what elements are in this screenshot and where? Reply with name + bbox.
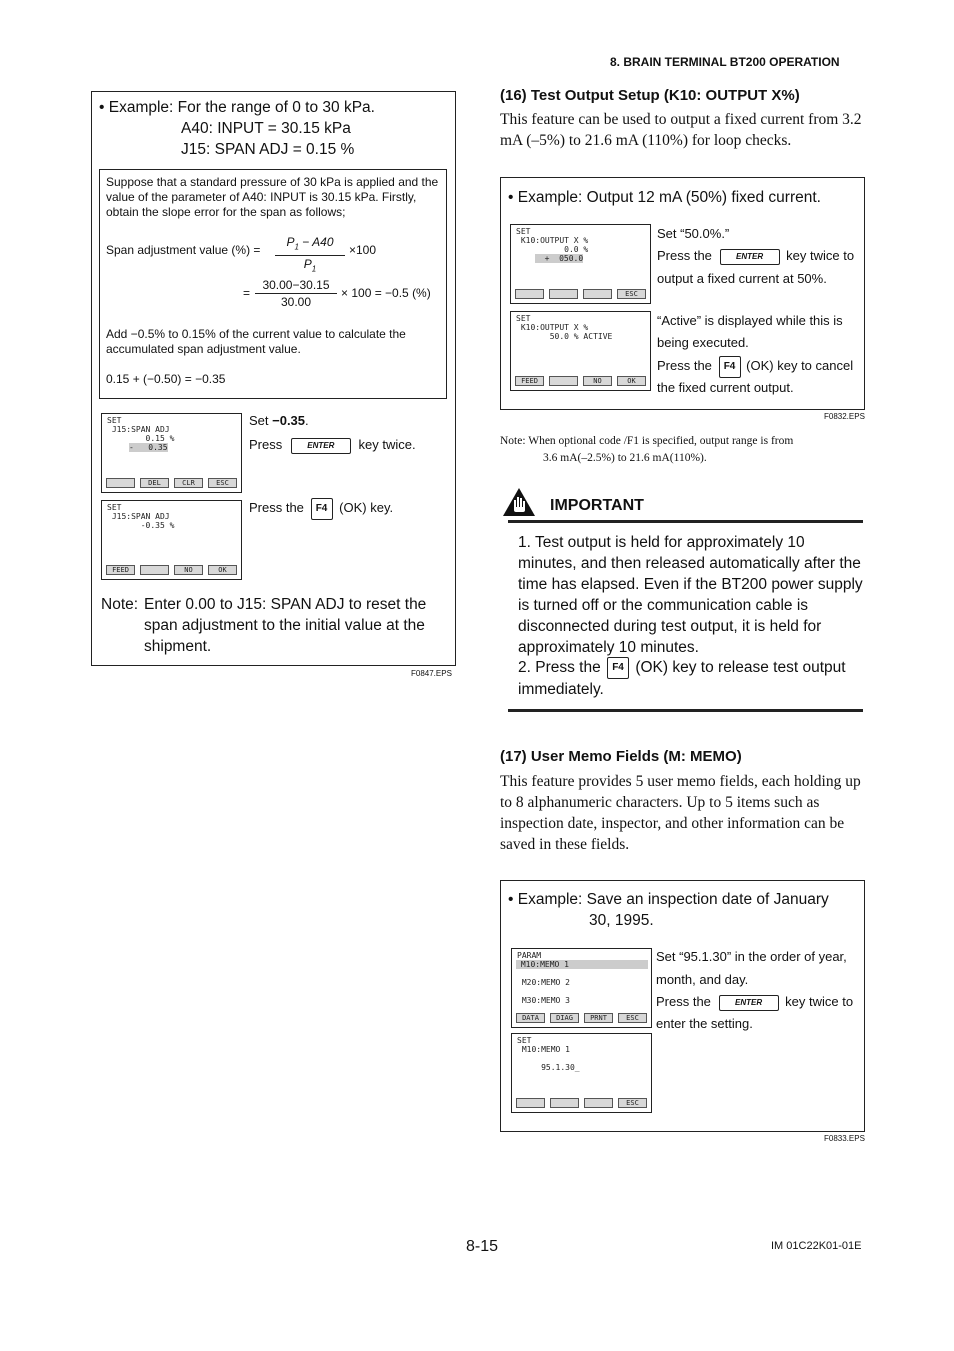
- frac-den-p: P: [303, 257, 312, 272]
- step1-value: −0.35: [272, 413, 306, 428]
- sec17-example-line1: • Example: Save an inspection date of January: [508, 891, 829, 908]
- sec17-example-line2: 30, 1995.: [589, 912, 654, 929]
- step2-after: (OK) key.: [339, 500, 394, 515]
- f4-key-icon: F4: [311, 498, 333, 520]
- section-17-body: This feature provides 5 user memo fields, each holding up to 8 alphanumeric characters. Up to 5 items such as inspection date, inspector, and other information can be saved in these fields.: [500, 773, 861, 853]
- lcd-line: J15:SPAN ADJ: [107, 425, 170, 434]
- sec17-step-line3: [656, 991, 853, 1013]
- softkey-del[interactable]: DEL: [140, 478, 169, 488]
- softkey-f1[interactable]: [106, 478, 135, 488]
- sec16-s2-after: (OK) key to cancel: [746, 358, 854, 373]
- span-adjust-label: Span adjustment value (%) =: [106, 243, 261, 257]
- note-text: Enter 0.00 to J15: SPAN ADJ to reset the span adjustment to the initial value at the shipment.: [144, 596, 427, 655]
- bt200-screen-memo-set: [511, 1033, 652, 1113]
- softkey-data[interactable]: DATA: [516, 1013, 545, 1023]
- lcd-selected-text: M10:MEMO 1: [516, 960, 569, 969]
- hand-warning-icon: [502, 487, 536, 517]
- important-item-1: 1. Test output is held for approximately 10 minutes, and then released automatically after the time has elapsed. Even if the BT200 power supply is turned off or the communication cable is disconnected during test output, it is held for approximately 10 minutes.: [518, 534, 863, 656]
- lcd-input-value: + 050.0: [535, 254, 584, 263]
- fraction-1: [275, 234, 345, 278]
- calc-result: × 100 = −0.5 (%): [341, 286, 431, 300]
- example-line-1: • Example: For the range of 0 to 30 kPa.: [99, 99, 375, 116]
- softkey-f2[interactable]: [140, 565, 169, 575]
- lcd-line: SET: [517, 1036, 532, 1045]
- lcd-input-line: [129, 443, 168, 452]
- sec16-step1-line3: output a fixed current at 50%.: [657, 271, 827, 286]
- sec16-step1-line1: Set “50.0%.”: [657, 226, 730, 241]
- example-line-2: A40: INPUT = 30.15 kPa: [181, 120, 351, 137]
- sec17-press: Press the: [656, 994, 711, 1009]
- times-100: ×100: [349, 243, 377, 257]
- step1-press-text: [249, 434, 416, 456]
- sec16-step2-line2: being executed.: [657, 335, 749, 350]
- softkey-feed[interactable]: FEED: [515, 376, 544, 386]
- frac-num-p: P: [286, 235, 295, 249]
- lcd-line: 0.0 %: [516, 245, 589, 254]
- fraction-2: [255, 278, 337, 310]
- sec16-s1-after: key twice to: [786, 248, 855, 263]
- softkey-no[interactable]: NO: [174, 565, 203, 575]
- lcd-line: M30:MEMO 3: [517, 996, 570, 1005]
- softkey-diag[interactable]: DIAG: [550, 1013, 579, 1023]
- softkey-f2[interactable]: [549, 376, 578, 386]
- softkey-row: [515, 289, 646, 299]
- softkey-f3[interactable]: [584, 1098, 613, 1108]
- page-number: 8-15: [466, 1238, 499, 1255]
- softkey-row: [106, 565, 237, 575]
- equals-sign: =: [243, 286, 251, 300]
- softkey-f2[interactable]: [549, 289, 578, 299]
- bt200-screen-output-set: [510, 224, 651, 304]
- step2-before: Press the: [249, 500, 304, 515]
- sec16-step1-line2: [657, 245, 854, 267]
- sec17-step-line2: month, and day.: [656, 972, 749, 987]
- lcd-line: 50.0 % ACTIVE: [516, 332, 613, 341]
- section-16-body: This feature can be used to output a fixed current from 3.2 mA (–5%) to 21.6 mA (110%) for loop checks.: [500, 111, 862, 149]
- section-16-title: (16) Test Output Setup (K10: OUTPUT X%): [500, 87, 800, 104]
- softkey-feed[interactable]: FEED: [106, 565, 135, 575]
- bt200-screen-span-result: [101, 500, 242, 580]
- sec16-step2-line1: “Active” is displayed while this is: [657, 313, 843, 328]
- step1-dot: .: [305, 413, 309, 428]
- f4-key-icon: F4: [607, 657, 629, 679]
- figure-id: F0832.EPS: [824, 412, 865, 421]
- lcd-line: SET: [107, 503, 122, 512]
- lcd-selected-line: [516, 960, 648, 969]
- f4-key-icon: F4: [719, 356, 741, 378]
- softkey-esc[interactable]: ESC: [618, 1098, 647, 1108]
- enter-key-icon: ENTER: [291, 438, 351, 454]
- lcd-line: 95.1.30_: [517, 1063, 580, 1072]
- lcd-line: J15:SPAN ADJ: [107, 512, 170, 521]
- sec16-s1-press: Press the: [657, 248, 712, 263]
- softkey-f3[interactable]: [583, 289, 612, 299]
- important-label: IMPORTANT: [550, 497, 644, 514]
- softkey-row: [515, 376, 646, 386]
- step1-set-text: [249, 410, 309, 432]
- sec16-example: • Example: Output 12 mA (50%) fixed current.: [508, 189, 821, 206]
- softkey-prnt[interactable]: PRNT: [584, 1013, 613, 1023]
- frac2-den: 30.00: [255, 293, 337, 310]
- figure-id: F0833.EPS: [824, 1134, 865, 1143]
- frac-num-minus: − A40: [298, 235, 334, 249]
- lcd-line: PARAM: [517, 951, 542, 960]
- sec16-note-line2: 3.6 mA(–2.5%) to 21.6 mA(110%).: [543, 452, 707, 464]
- bt200-screen-output-active: [510, 311, 651, 391]
- softkey-row: [516, 1098, 647, 1108]
- document-id: IM 01C22K01-01E: [771, 1240, 862, 1252]
- lcd-line: K10:OUTPUT X %: [516, 323, 589, 332]
- sec16-step2-line4: the fixed current output.: [657, 380, 794, 395]
- important-top-rule: [508, 520, 863, 523]
- add-text: Add −0.5% to 0.15% of the current value to calculate the accumulated span adjustment value.: [106, 327, 406, 356]
- lcd-input-line: [535, 254, 583, 263]
- sec17-step-line1: Set “95.1.30” in the order of year,: [656, 949, 847, 964]
- calc-intro: Suppose that a standard pressure of 30 kPa is applied and the value of the parameter of A40: INPUT is 30.15 kPa. Firstly, obtain the slope error for the span as follows;: [106, 175, 439, 219]
- softkey-row: [516, 1013, 647, 1023]
- softkey-no[interactable]: NO: [583, 376, 612, 386]
- softkey-f2[interactable]: [550, 1098, 579, 1108]
- softkey-esc[interactable]: ESC: [208, 478, 237, 488]
- sec17-step-line4: enter the setting.: [656, 1016, 753, 1031]
- important-bottom-rule: [508, 709, 863, 712]
- step1-after: key twice.: [358, 437, 416, 452]
- frac2-num: 30.00−30.15: [262, 278, 330, 292]
- lcd-line: M10:MEMO 1: [517, 1045, 570, 1054]
- softkey-f1[interactable]: [516, 1098, 545, 1108]
- example-line-3: J15: SPAN ADJ = 0.15 %: [181, 141, 355, 158]
- lcd-line: SET: [516, 227, 531, 236]
- lcd-input-value: - 0.35: [129, 443, 168, 452]
- softkey-clr[interactable]: CLR: [174, 478, 203, 488]
- step1-press: Press: [249, 437, 283, 452]
- note-label: Note:: [101, 596, 139, 613]
- important-item-2: [508, 657, 863, 700]
- important-item2-before: 2. Press the: [518, 659, 601, 677]
- frac-den-sub: 1: [311, 264, 317, 274]
- running-header: 8. BRAIN TERMINAL BT200 OPERATION: [610, 55, 840, 69]
- sum-line: 0.15 + (−0.50) = −0.35: [106, 372, 226, 386]
- lcd-line: 0.15 %: [107, 434, 175, 443]
- sec16-note-line1: Note: When optional code /F1 is specified, output range is from: [500, 435, 794, 447]
- section-17-title: (17) User Memo Fields (M: MEMO): [500, 748, 742, 765]
- figure-id: F0847.EPS: [411, 669, 452, 678]
- lcd-line: SET: [516, 314, 531, 323]
- lcd-line: K10:OUTPUT X %: [516, 236, 589, 245]
- step1-set: Set: [249, 413, 273, 428]
- lcd-line: SET: [107, 416, 122, 425]
- softkey-row: [106, 478, 237, 488]
- sec16-step2-line3: [657, 355, 853, 378]
- bt200-screen-span-set: [101, 413, 242, 493]
- sec16-s2-press: Press the: [657, 358, 712, 373]
- softkey-f1[interactable]: [515, 289, 544, 299]
- bt200-screen-memo-param: [511, 948, 652, 1028]
- enter-key-icon: ENTER: [720, 249, 780, 265]
- lcd-line: -0.35 %: [107, 521, 175, 530]
- softkey-ok[interactable]: OK: [617, 376, 646, 386]
- step2-text: [249, 497, 393, 520]
- lcd-line: M20:MEMO 2: [517, 978, 570, 987]
- frac-num-sub: 1: [294, 242, 299, 252]
- important-item2-after: (OK) key to release test output immediately.: [518, 659, 846, 698]
- sec17-after: key twice to: [785, 994, 854, 1009]
- softkey-ok[interactable]: OK: [208, 565, 237, 575]
- enter-key-icon: ENTER: [719, 995, 779, 1011]
- softkey-esc[interactable]: ESC: [617, 289, 646, 299]
- softkey-esc[interactable]: ESC: [618, 1013, 647, 1023]
